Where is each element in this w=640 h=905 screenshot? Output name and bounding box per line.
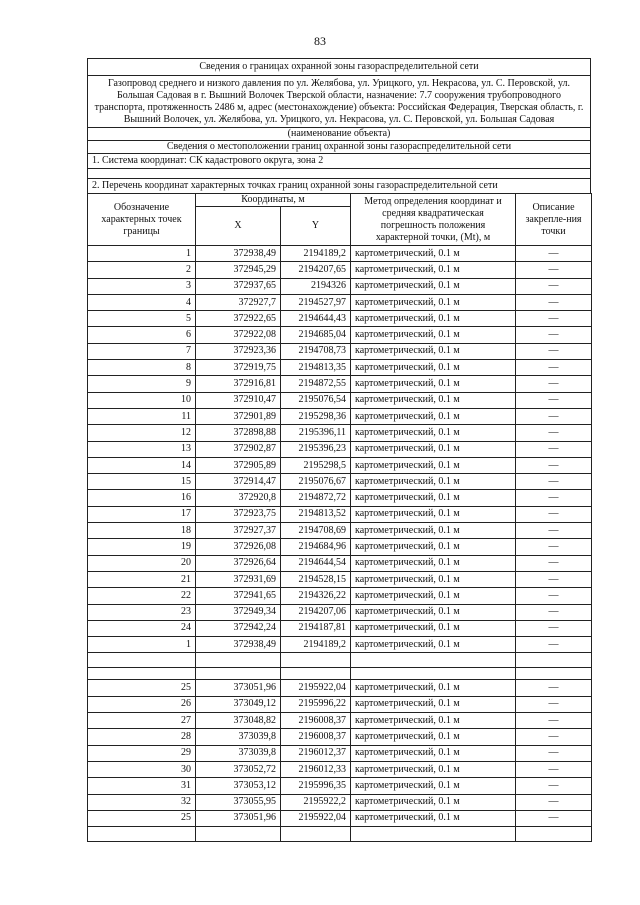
coord-x: 372927,7 <box>196 294 281 310</box>
blank-cell <box>351 827 516 842</box>
coord-x: 372898,88 <box>196 425 281 441</box>
point-number: 31 <box>88 778 196 794</box>
table-row <box>88 490 592 506</box>
table-row <box>88 680 592 696</box>
blank-cell <box>516 653 592 668</box>
table-row <box>88 571 592 587</box>
coord-x: 373053,12 <box>196 778 281 794</box>
table-row <box>88 810 592 826</box>
method-cell: картометрический, 0.1 м <box>351 620 516 636</box>
point-number: 12 <box>88 425 196 441</box>
coord-y: 2195298,5 <box>281 457 351 473</box>
coord-y: 2194189,2 <box>281 246 351 262</box>
method-cell: картометрический, 0.1 м <box>351 745 516 761</box>
point-number: 14 <box>88 457 196 473</box>
coord-x: 372926,08 <box>196 539 281 555</box>
method-cell: картометрический, 0.1 м <box>351 278 516 294</box>
table-row <box>88 408 592 424</box>
table-row <box>88 327 592 343</box>
coord-x: 373055,95 <box>196 794 281 810</box>
coord-y: 2194644,43 <box>281 311 351 327</box>
fixing-cell: — <box>516 246 592 262</box>
table-row <box>88 457 592 473</box>
table-row <box>88 360 592 376</box>
list-title: 2. Перечень координат характерных точках границ охранной зоны газораспределительной сети <box>88 179 591 194</box>
method-cell: картометрический, 0.1 м <box>351 441 516 457</box>
fixing-cell: — <box>516 425 592 441</box>
point-number: 18 <box>88 523 196 539</box>
coord-x: 373039,8 <box>196 729 281 745</box>
point-number: 15 <box>88 474 196 490</box>
blank-row <box>88 653 592 668</box>
point-number: 22 <box>88 588 196 604</box>
blank-cell <box>88 668 196 680</box>
method-cell: картометрический, 0.1 м <box>351 794 516 810</box>
blank-cell <box>351 668 516 680</box>
method-cell: картометрический, 0.1 м <box>351 555 516 571</box>
point-number: 23 <box>88 604 196 620</box>
coord-x: 372949,34 <box>196 604 281 620</box>
method-cell: картометрический, 0.1 м <box>351 761 516 777</box>
table-row <box>88 474 592 490</box>
method-cell: картометрический, 0.1 м <box>351 539 516 555</box>
point-number: 16 <box>88 490 196 506</box>
point-number: 25 <box>88 680 196 696</box>
method-cell: картометрический, 0.1 м <box>351 376 516 392</box>
coord-y: 2195396,23 <box>281 441 351 457</box>
table-row <box>88 588 592 604</box>
method-cell: картометрический, 0.1 м <box>351 392 516 408</box>
table-row <box>88 745 592 761</box>
fixing-cell: — <box>516 680 592 696</box>
coord-x: 372938,49 <box>196 246 281 262</box>
coord-x: 372902,87 <box>196 441 281 457</box>
point-number: 17 <box>88 506 196 522</box>
point-number: 2 <box>88 262 196 278</box>
coord-x: 372919,75 <box>196 360 281 376</box>
coord-y: 2194872,55 <box>281 376 351 392</box>
coord-x: 372905,89 <box>196 457 281 473</box>
fixing-cell: — <box>516 441 592 457</box>
blank-row <box>88 827 592 842</box>
method-cell: картометрический, 0.1 м <box>351 294 516 310</box>
point-number: 10 <box>88 392 196 408</box>
method-cell: картометрический, 0.1 м <box>351 408 516 424</box>
fixing-cell: — <box>516 696 592 712</box>
table-row <box>88 713 592 729</box>
blank-cell <box>196 653 281 668</box>
point-number: 13 <box>88 441 196 457</box>
method-cell: картометрический, 0.1 м <box>351 680 516 696</box>
table-row <box>88 425 592 441</box>
point-number: 28 <box>88 729 196 745</box>
table-row <box>88 637 592 653</box>
point-number: 4 <box>88 294 196 310</box>
method-cell: картометрический, 0.1 м <box>351 588 516 604</box>
coord-y: 2194872,72 <box>281 490 351 506</box>
table-row <box>88 794 592 810</box>
point-number: 24 <box>88 620 196 636</box>
document-frame <box>87 58 591 842</box>
coord-x: 372916,81 <box>196 376 281 392</box>
table-row <box>88 441 592 457</box>
fixing-cell: — <box>516 555 592 571</box>
coord-x: 372901,89 <box>196 408 281 424</box>
rows-group-1 <box>88 246 592 668</box>
fixing-cell: — <box>516 376 592 392</box>
point-number: 6 <box>88 327 196 343</box>
fixing-cell: — <box>516 571 592 587</box>
rows-group-2 <box>88 668 592 842</box>
table-row <box>88 294 592 310</box>
table-row <box>88 761 592 777</box>
coord-x: 373051,96 <box>196 810 281 826</box>
method-cell: картометрический, 0.1 м <box>351 490 516 506</box>
fixing-cell: — <box>516 810 592 826</box>
method-cell: картометрический, 0.1 м <box>351 457 516 473</box>
coord-y: 2195298,36 <box>281 408 351 424</box>
coord-x: 372923,36 <box>196 343 281 359</box>
table-row <box>88 620 592 636</box>
coord-x: 372910,47 <box>196 392 281 408</box>
coord-y: 2194813,52 <box>281 506 351 522</box>
table-row <box>88 523 592 539</box>
table-row <box>88 604 592 620</box>
coord-y: 2194189,2 <box>281 637 351 653</box>
col-fixing: Описание закрепле-ния точки <box>516 194 592 246</box>
method-cell: картометрический, 0.1 м <box>351 810 516 826</box>
point-number: 27 <box>88 713 196 729</box>
point-number: 5 <box>88 311 196 327</box>
coord-x: 373048,82 <box>196 713 281 729</box>
coord-x: 372927,37 <box>196 523 281 539</box>
coord-y: 2195996,22 <box>281 696 351 712</box>
table-row <box>88 392 592 408</box>
fixing-cell: — <box>516 343 592 359</box>
coord-y: 2194207,65 <box>281 262 351 278</box>
fixing-cell: — <box>516 360 592 376</box>
method-cell: картометрический, 0.1 м <box>351 360 516 376</box>
object-caption: (наименование объекта) <box>88 128 591 141</box>
blank-cell <box>88 653 196 668</box>
fixing-cell: — <box>516 457 592 473</box>
coord-y: 2194187,81 <box>281 620 351 636</box>
fixing-cell: — <box>516 729 592 745</box>
fixing-cell: — <box>516 327 592 343</box>
blank-cell <box>281 827 351 842</box>
point-number: 29 <box>88 745 196 761</box>
method-cell: картометрический, 0.1 м <box>351 571 516 587</box>
fixing-cell: — <box>516 490 592 506</box>
point-number: 32 <box>88 794 196 810</box>
table-row <box>88 246 592 262</box>
coord-x: 372945,29 <box>196 262 281 278</box>
blank-cell <box>196 668 281 680</box>
method-cell: картометрический, 0.1 м <box>351 327 516 343</box>
coord-y: 2194708,69 <box>281 523 351 539</box>
method-cell: картометрический, 0.1 м <box>351 246 516 262</box>
point-number: 26 <box>88 696 196 712</box>
coord-y: 2194813,35 <box>281 360 351 376</box>
method-cell: картометрический, 0.1 м <box>351 262 516 278</box>
blank-cell <box>281 668 351 680</box>
method-cell: картометрический, 0.1 м <box>351 778 516 794</box>
col-designation: Обозначение характерных точек границы <box>88 194 196 246</box>
blank-row <box>88 668 592 680</box>
coord-x: 372922,08 <box>196 327 281 343</box>
coord-x: 372941,65 <box>196 588 281 604</box>
coord-y: 2194326,22 <box>281 588 351 604</box>
coord-x: 372938,49 <box>196 637 281 653</box>
fixing-cell: — <box>516 745 592 761</box>
coord-y: 2195396,11 <box>281 425 351 441</box>
coord-y: 2195076,54 <box>281 392 351 408</box>
fixing-cell: — <box>516 474 592 490</box>
col-method: Метод определения координат и средняя квадратическая погрешность положения характерной точки, (Mt), м <box>351 194 516 246</box>
fixing-cell: — <box>516 604 592 620</box>
table-row <box>88 311 592 327</box>
point-number: 30 <box>88 761 196 777</box>
method-cell: картометрический, 0.1 м <box>351 604 516 620</box>
table-row <box>88 343 592 359</box>
point-number: 20 <box>88 555 196 571</box>
method-cell: картометрический, 0.1 м <box>351 425 516 441</box>
fixing-cell: — <box>516 713 592 729</box>
coord-x: 373052,72 <box>196 761 281 777</box>
coord-x: 373051,96 <box>196 680 281 696</box>
col-coords: Координаты, м <box>196 194 351 207</box>
coord-system: 1. Система координат: СК кадастрового округа, зона 2 <box>88 154 591 169</box>
method-cell: картометрический, 0.1 м <box>351 713 516 729</box>
coord-x: 372937,65 <box>196 278 281 294</box>
blank-cell <box>281 653 351 668</box>
coord-x: 372914,47 <box>196 474 281 490</box>
method-cell: картометрический, 0.1 м <box>351 523 516 539</box>
table-row <box>88 278 592 294</box>
blank-cell <box>88 827 196 842</box>
fixing-cell: — <box>516 311 592 327</box>
coord-x: 372920,8 <box>196 490 281 506</box>
table-row <box>88 729 592 745</box>
method-cell: картометрический, 0.1 м <box>351 696 516 712</box>
coord-x: 372922,65 <box>196 311 281 327</box>
coord-y: 2196012,33 <box>281 761 351 777</box>
coord-x: 372931,69 <box>196 571 281 587</box>
fixing-cell: — <box>516 794 592 810</box>
coord-y: 2194528,15 <box>281 571 351 587</box>
col-y: Y <box>281 207 351 246</box>
coord-x: 373039,8 <box>196 745 281 761</box>
point-number: 7 <box>88 343 196 359</box>
point-number: 1 <box>88 246 196 262</box>
table-row <box>88 696 592 712</box>
point-number: 9 <box>88 376 196 392</box>
fixing-cell: — <box>516 620 592 636</box>
coord-y: 2194684,96 <box>281 539 351 555</box>
point-number: 19 <box>88 539 196 555</box>
coord-y: 2194326 <box>281 278 351 294</box>
location-header: Сведения о местоположении границ охранной зоны газораспределительной сети <box>88 141 591 154</box>
point-number: 21 <box>88 571 196 587</box>
fixing-cell: — <box>516 588 592 604</box>
fixing-cell: — <box>516 523 592 539</box>
fixing-cell: — <box>516 294 592 310</box>
point-number: 25 <box>88 810 196 826</box>
page-number: 83 <box>314 34 326 48</box>
fixing-cell: — <box>516 262 592 278</box>
table-row <box>88 539 592 555</box>
coord-y: 2195996,35 <box>281 778 351 794</box>
coord-y: 2195076,67 <box>281 474 351 490</box>
coord-y: 2195922,2 <box>281 794 351 810</box>
fixing-cell: — <box>516 637 592 653</box>
coord-y: 2194527,97 <box>281 294 351 310</box>
coord-y: 2195922,04 <box>281 810 351 826</box>
point-number: 8 <box>88 360 196 376</box>
method-cell: картометрический, 0.1 м <box>351 311 516 327</box>
blank-cell <box>516 668 592 680</box>
blank-cell <box>351 653 516 668</box>
table-row <box>88 376 592 392</box>
fixing-cell: — <box>516 761 592 777</box>
table-row <box>88 262 592 278</box>
coord-y: 2196012,37 <box>281 745 351 761</box>
coord-y: 2196008,37 <box>281 713 351 729</box>
point-number: 3 <box>88 278 196 294</box>
coord-y: 2194708,73 <box>281 343 351 359</box>
coord-y: 2196008,37 <box>281 729 351 745</box>
coord-y: 2194644,54 <box>281 555 351 571</box>
spacer-row <box>88 169 591 179</box>
fixing-cell: — <box>516 506 592 522</box>
table-row <box>88 778 592 794</box>
blank-cell <box>196 827 281 842</box>
coordinates-table <box>87 193 592 842</box>
object-description: Газопровод среднего и низкого давления по ул. Желябова, ул. Урицкого, ул. Некрасова, ул. С. Перовской, ул. Большая Садовая в г. Вышний Волочек Тверской области, назначение: 7.7 сооружения трубопроводного транспорта, протяженность 2486 м, адрес (местонахождение) объекта: Российская Федерация, Тверская область, г. Вышний Волочек, ул. Желябова, ул. Урицкого, ул. Некрасова, ул. С. Перовской, ул. Большая Садовая <box>88 76 591 128</box>
coord-y: 2195922,04 <box>281 680 351 696</box>
method-cell: картометрический, 0.1 м <box>351 343 516 359</box>
col-x: X <box>196 207 281 246</box>
point-number: 1 <box>88 637 196 653</box>
table-row <box>88 506 592 522</box>
coord-y: 2194685,04 <box>281 327 351 343</box>
fixing-cell: — <box>516 778 592 794</box>
fixing-cell: — <box>516 539 592 555</box>
method-cell: картометрический, 0.1 м <box>351 637 516 653</box>
blank-cell <box>516 827 592 842</box>
coord-x: 372923,75 <box>196 506 281 522</box>
coord-y: 2194207,06 <box>281 604 351 620</box>
fixing-cell: — <box>516 408 592 424</box>
coord-x: 372926,64 <box>196 555 281 571</box>
method-cell: картометрический, 0.1 м <box>351 506 516 522</box>
fixing-cell: — <box>516 392 592 408</box>
method-cell: картометрический, 0.1 м <box>351 729 516 745</box>
coord-x: 372942,24 <box>196 620 281 636</box>
coord-x: 373049,12 <box>196 696 281 712</box>
table-row <box>88 555 592 571</box>
header-table <box>87 58 591 194</box>
document-title: Сведения о границах охранной зоны газораспределительной сети <box>88 59 591 76</box>
point-number: 11 <box>88 408 196 424</box>
fixing-cell: — <box>516 278 592 294</box>
method-cell: картометрический, 0.1 м <box>351 474 516 490</box>
